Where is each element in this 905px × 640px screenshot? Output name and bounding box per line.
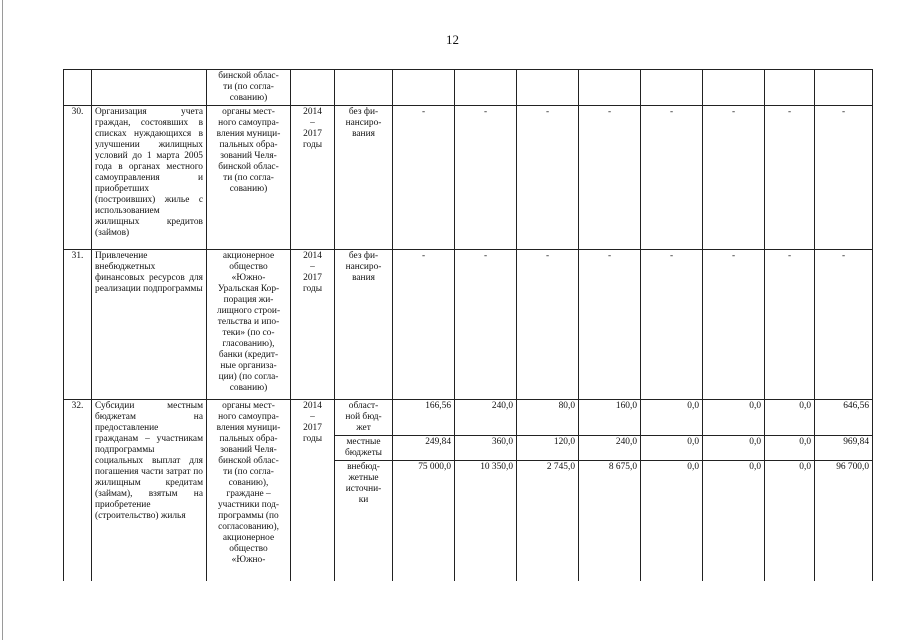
cell-num: 32. bbox=[64, 400, 92, 581]
cell-name: Привлечение внебюджетных финансовых ресурсов для реализации подпрограммы bbox=[92, 250, 207, 400]
cell-value: 96 700,0 bbox=[815, 461, 873, 581]
cell-value: 160,0 bbox=[579, 400, 641, 436]
cell-value: 75 000,0 bbox=[393, 461, 455, 581]
cell-value: 0,0 bbox=[703, 461, 765, 581]
cell-value: - bbox=[579, 106, 641, 250]
cell-value: 0,0 bbox=[765, 400, 815, 436]
program-activities-table bbox=[63, 69, 873, 581]
cell-source: местные бюджеты bbox=[335, 436, 393, 461]
cell-source: без фи- нансиро- вания bbox=[335, 250, 393, 400]
cell-value: - bbox=[703, 250, 765, 400]
cell-value: 80,0 bbox=[517, 400, 579, 436]
cell-executor: органы мест- ного самоупра- вления муници- пальных обра- зований Челя- бинской облас- ти (по согла- сованию) bbox=[207, 106, 291, 250]
cell-value: 360,0 bbox=[455, 436, 517, 461]
cell-num: 30. bbox=[64, 106, 92, 250]
cell-value: 240,0 bbox=[455, 400, 517, 436]
table-row bbox=[64, 250, 873, 400]
cell-name bbox=[92, 70, 207, 106]
cell-value: - bbox=[393, 250, 455, 400]
cell-value: 8 675,0 bbox=[579, 461, 641, 581]
cell-value: 0,0 bbox=[765, 436, 815, 461]
cell-executor: бинской облас- ти (по согла- сованию) bbox=[207, 70, 291, 106]
cell-value: - bbox=[765, 106, 815, 250]
cell-value: - bbox=[815, 106, 873, 250]
table-row bbox=[64, 400, 873, 436]
cell-value: 0,0 bbox=[765, 461, 815, 581]
cell-value: - bbox=[517, 106, 579, 250]
cell-executor: органы мест- ного самоупра- вления муници- пальных обра- зований Челя- бинской облас- ти (по согла- сованию), граждане – участники под- программы (по согласованию), акционерное общество «Южно- bbox=[207, 400, 291, 581]
cell-value: 10 350,0 bbox=[455, 461, 517, 581]
cell-period: 2014 – 2017 годы bbox=[291, 400, 335, 581]
cell-value: 646,56 bbox=[815, 400, 873, 436]
page-edge-line bbox=[2, 0, 3, 640]
page-number: 12 bbox=[446, 32, 459, 47]
cell-value: 166,56 bbox=[393, 400, 455, 436]
cell-value: 120,0 bbox=[517, 436, 579, 461]
cell-value: - bbox=[765, 250, 815, 400]
cell-name: Субсидии местным бюджетам на предоставление гражданам – участникам подпрограммы социальных выплат для погашения части затрат по жилищным кредитам (займам), взятым на приобретение (строительство) жилья bbox=[92, 400, 207, 581]
cell-source: област- ной бюд- жет bbox=[335, 400, 393, 436]
cell-value: 0,0 bbox=[703, 400, 765, 436]
cell-value: 2 745,0 bbox=[517, 461, 579, 581]
cell-value: 240,0 bbox=[579, 436, 641, 461]
cell-executor: акционерное общество «Южно- Уральская Кор- порация жи- лищного строи- тельства и ипо- теки» (по со- гласованию), банки (кредит- ные организа- ции) (по согла- сованию) bbox=[207, 250, 291, 400]
table-row bbox=[64, 70, 873, 106]
cell-value: - bbox=[641, 250, 703, 400]
cell-value: - bbox=[579, 250, 641, 400]
cell-period: 2014 – 2017 годы bbox=[291, 250, 335, 400]
cell-value: 0,0 bbox=[641, 461, 703, 581]
cell-value: - bbox=[455, 250, 517, 400]
cell-value: - bbox=[703, 106, 765, 250]
cell-value: - bbox=[455, 106, 517, 250]
cell-value: - bbox=[517, 250, 579, 400]
cell-value: 0,0 bbox=[641, 436, 703, 461]
cell-num: 31. bbox=[64, 250, 92, 400]
cell-value: - bbox=[393, 106, 455, 250]
cell-value: 0,0 bbox=[703, 436, 765, 461]
cell-num bbox=[64, 70, 92, 106]
cell-value: - bbox=[815, 250, 873, 400]
cell-value: 0,0 bbox=[641, 400, 703, 436]
cell-name: Организация учета граждан, состоявших в списках нуждающихся в улучшении жилищных условий до 1 марта 2005 года в органах местного самоуправления и приобретших (построивших) жилье с использованием жилищных кредитов (займов) bbox=[92, 106, 207, 250]
cell-period: 2014 – 2017 годы bbox=[291, 106, 335, 250]
table-row bbox=[64, 106, 873, 250]
cell-source: без фи- нансиро- вания bbox=[335, 106, 393, 250]
cell-value: 249,84 bbox=[393, 436, 455, 461]
cell-value: - bbox=[641, 106, 703, 250]
cell-source: внебюд- жетные источни- ки bbox=[335, 461, 393, 581]
cell-value: 969,84 bbox=[815, 436, 873, 461]
